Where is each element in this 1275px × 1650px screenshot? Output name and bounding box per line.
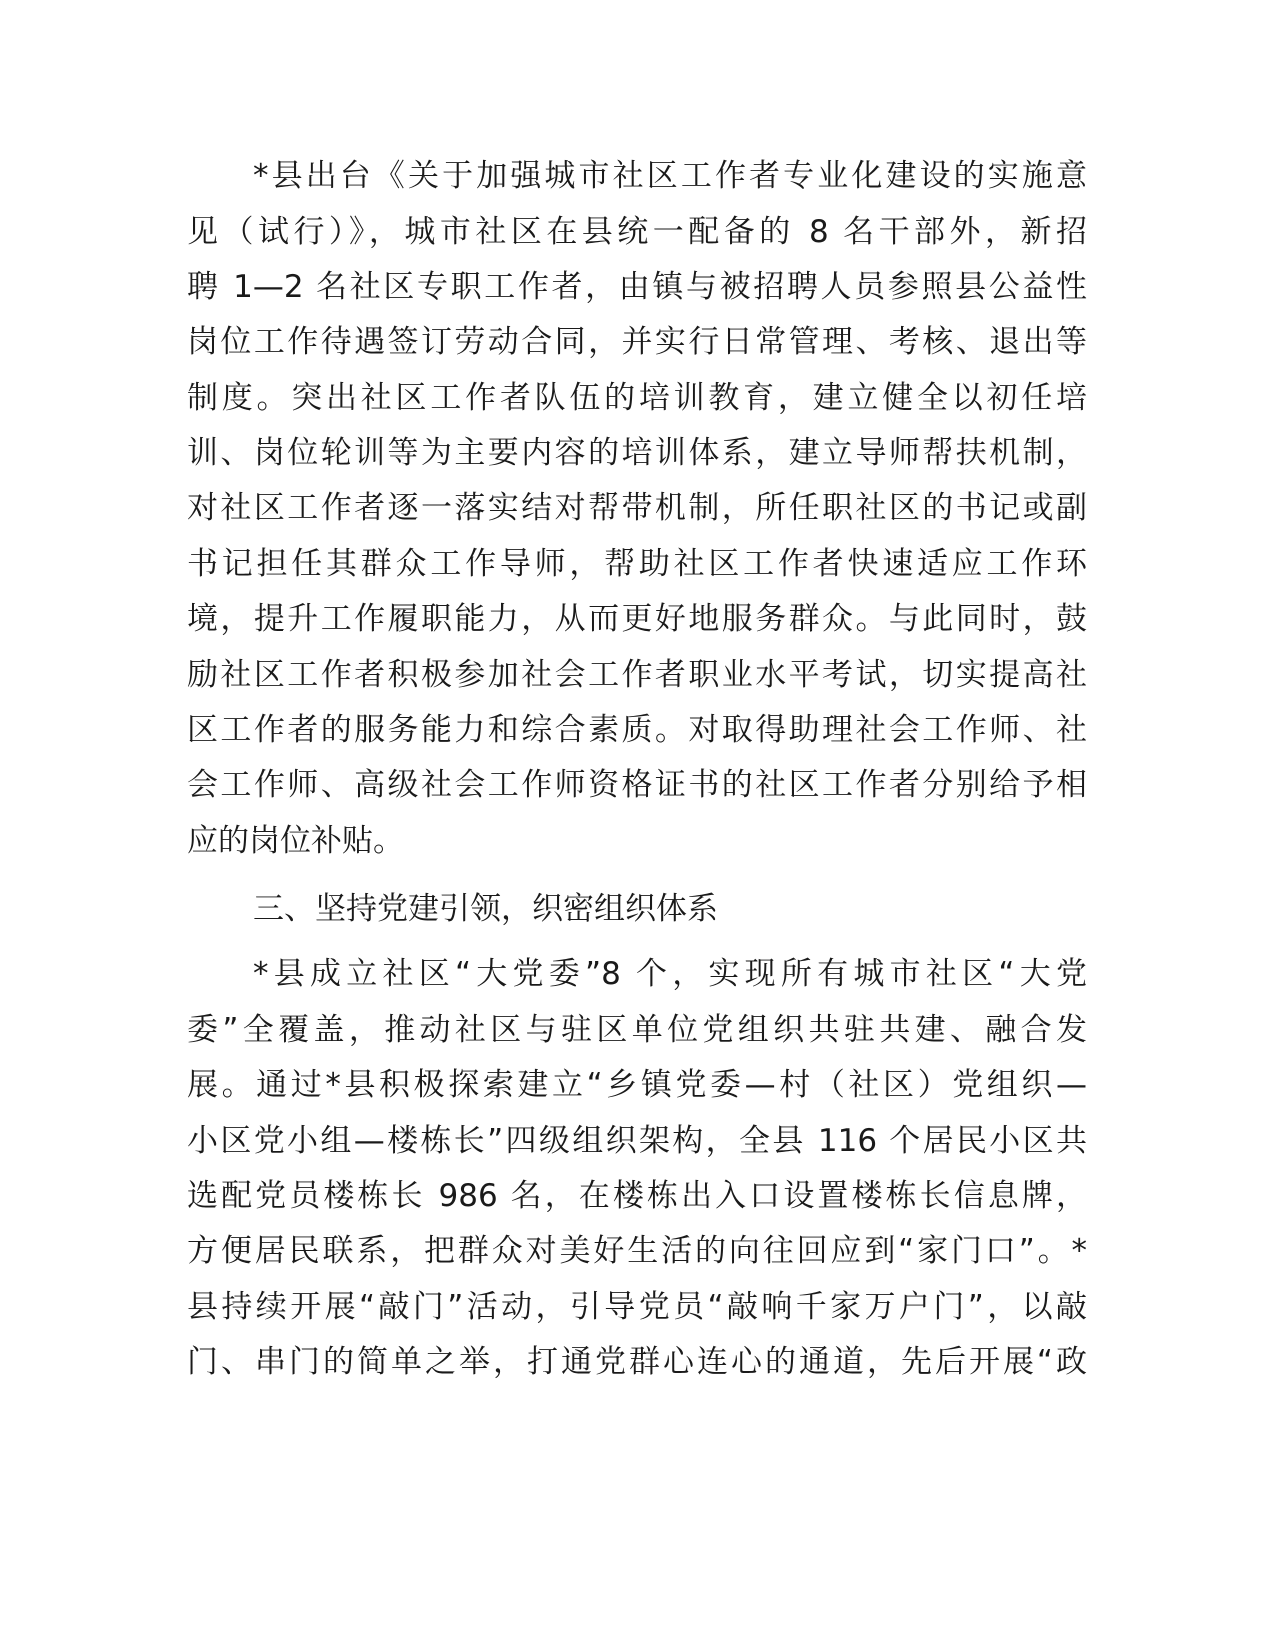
paragraph-1-line-2: 见（试行）》，城市社区在县统一配备的 8 名干部外，新招 [187, 214, 1087, 250]
paragraph-2-line-1: *县成立社区“大党委”8 个，实现所有城市社区“大党 [253, 956, 1087, 992]
paragraph-1-line-13: 应的岗位补贴。 [187, 823, 404, 859]
paragraph-1-line-3: 聘 1—2 名社区专职工作者，由镇与被招聘人员参照县公益性 [187, 269, 1087, 305]
paragraph-1-line-4: 岗位工作待遇签订劳动合同，并实行日常管理、考核、退出等 [187, 324, 1087, 360]
paragraph-1-line-10: 励社区工作者积极参加社会工作者职业水平考试，切实提高社 [187, 657, 1087, 693]
paragraph-2-line-6: 方便居民联系，把群众对美好生活的向往回应到“家门口”。* [187, 1233, 1087, 1269]
section-heading: 三、坚持党建引领，织密组织体系 [253, 891, 718, 927]
paragraph-1-line-12: 会工作师、高级社会工作师资格证书的社区工作者分别给予相 [187, 767, 1087, 803]
paragraph-2-line-3: 展。通过*县积极探索建立“乡镇党委—村（社区）党组织— [187, 1067, 1087, 1103]
paragraph-1-line-9: 境，提升工作履职能力，从而更好地服务群众。与此同时，鼓 [187, 601, 1087, 637]
paragraph-1-line-11: 区工作者的服务能力和综合素质。对取得助理社会工作师、社 [187, 712, 1087, 748]
paragraph-2-line-2: 委”全覆盖，推动社区与驻区单位党组织共驻共建、融合发 [187, 1012, 1087, 1048]
paragraph-2-line-7: 县持续开展“敲门”活动，引导党员“敲响千家万户门”，以敲 [187, 1289, 1087, 1325]
paragraph-2-line-8: 门、串门的简单之举，打通党群心连心的通道，先后开展“政 [187, 1344, 1087, 1380]
paragraph-1-line-1: *县出台《关于加强城市社区工作者专业化建设的实施意 [253, 158, 1087, 194]
paragraph-1-line-5: 制度。突出社区工作者队伍的培训教育，建立健全以初任培 [187, 380, 1087, 416]
paragraph-2-line-5: 选配党员楼栋长 986 名，在楼栋出入口设置楼栋长信息牌， [187, 1178, 1087, 1214]
paragraph-1-line-7: 对社区工作者逐一落实结对帮带机制，所任职社区的书记或副 [187, 490, 1087, 526]
paragraph-1-line-6: 训、岗位轮训等为主要内容的培训体系，建立导师帮扶机制， [187, 435, 1087, 471]
paragraph-1-line-8: 书记担任其群众工作导师，帮助社区工作者快速适应工作环 [187, 546, 1087, 582]
paragraph-2-line-4: 小区党小组—楼栋长”四级组织架构，全县 116 个居民小区共 [187, 1123, 1087, 1159]
